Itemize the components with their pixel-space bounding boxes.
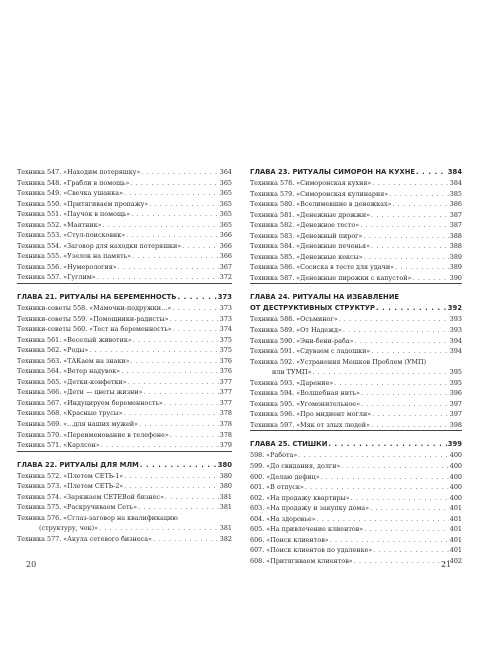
leader-dots (132, 251, 219, 262)
toc-entry-page: 365 (219, 178, 232, 187)
leader-dots (334, 378, 449, 389)
toc-entry-label: Техника 582. «Денежное тесто» (250, 221, 360, 230)
leader-dots (364, 524, 449, 535)
chapter-title: ГЛАВА 21. РИТУАЛЫ НА БЕРЕМЕННОСТЬ (17, 293, 177, 302)
toc-entry (17, 209, 232, 220)
toc-entry (17, 481, 232, 492)
leader-dots (351, 493, 449, 504)
leader-dots (364, 252, 449, 263)
leader-dots (170, 314, 219, 325)
toc-entry-label: Техника 574. «Заряжаем СЕТЕВой бизнес» (17, 492, 165, 501)
leader-dots (305, 482, 449, 493)
toc-entry-page: 400 (449, 493, 462, 502)
toc-entry-label: Техника 569. «…для наших мужей» (17, 420, 139, 429)
toc-entry-label: Техника 597. «Мяк от злых людей» (250, 420, 370, 429)
toc-entry-label: 607. «Поиск клиентов по удаленке» (250, 546, 373, 555)
toc-entry (17, 387, 232, 398)
toc-entry-label: Техника 593. «Дарение» (250, 378, 334, 387)
leader-dots (124, 481, 219, 492)
leader-dots (370, 503, 449, 514)
toc-entry-label: Техника 557. «Гуглим» (17, 273, 96, 282)
toc-entry-page: 401 (449, 514, 462, 523)
toc-entry-label: 606. «Поиск клиентов» (250, 535, 329, 544)
toc-entry (17, 241, 232, 252)
toc-entry-label: Техника 561. «Веселый животик» (17, 335, 132, 344)
toc-entry-page: 373 (219, 304, 232, 313)
toc-entry (250, 273, 462, 284)
toc-entry (250, 461, 462, 472)
toc-entry-page: 393 (449, 326, 462, 335)
toc-entry (250, 252, 462, 263)
page-number-right: 21 (441, 560, 452, 569)
toc-entry-page: 380 (219, 471, 232, 480)
toc-entry (17, 534, 232, 545)
leader-dots (128, 377, 219, 388)
leader-dots (97, 272, 219, 283)
page-number-left: 20 (26, 560, 37, 569)
chapter-title: ГЛАВА 22. РИТУАЛЫ ДЛЯ МЛМ (17, 460, 139, 469)
leader-dots (363, 231, 448, 242)
leader-dots (141, 167, 218, 178)
toc-entry (17, 492, 232, 503)
leader-dots (131, 356, 219, 367)
toc-entry-page: 377 (219, 377, 232, 386)
toc-entry-list (250, 178, 462, 283)
toc-entry-page: 393 (449, 315, 462, 324)
toc-entry-page: 400 (449, 462, 462, 471)
toc-entry (17, 471, 232, 482)
toc-entry-label: Техника 594. «Волшебная нить» (250, 389, 360, 398)
leader-dots (131, 209, 218, 220)
toc-entry (17, 178, 232, 189)
toc-entry-page: 364 (219, 168, 232, 176)
toc-entry (17, 419, 232, 430)
toc-entry-page: 376 (219, 356, 232, 365)
toc-entry-label: Техника 567. «Индуцируем беременность» (17, 398, 163, 407)
toc-entry-page: 365 (219, 199, 232, 208)
toc-entry-label: 601. «В отпуск» (250, 483, 304, 492)
toc-entry-label: Техника 549. «Свечка ушанка» (17, 189, 123, 198)
toc-entry-page: 373 (219, 314, 232, 323)
toc-entry-label: Техника 596. «Про мидиент могли» (250, 410, 372, 419)
toc-entry (17, 262, 232, 273)
toc-entry-page: 400 (449, 472, 462, 481)
leader-dots (138, 502, 219, 513)
toc-entry-label: Техника 581. «Денежные дрожжи» (250, 210, 371, 219)
leader-dots (144, 387, 219, 398)
toc-entry-page: 395 (449, 378, 462, 387)
toc-entry-page: 384 (449, 179, 462, 187)
leader-dots (124, 408, 219, 419)
leader-dots (133, 335, 219, 346)
toc-entry-page: 401 (449, 535, 462, 544)
toc-entry-page: 387 (449, 210, 462, 219)
leader-dots (313, 367, 449, 378)
toc-entry-label: Техника 550. «Притягиваем пропажу» (17, 199, 149, 208)
toc-entry-page: 401 (449, 504, 462, 513)
toc-entry-page: 401 (449, 546, 462, 555)
leader-dots (139, 419, 219, 430)
toc-entry-label: Техника 566. «Дети — цветы жизни» (17, 388, 143, 397)
leader-dots (328, 439, 446, 450)
toc-entry-label: Техника 578. «Симоронская кухня» (250, 179, 372, 187)
toc-entry-page: 382 (219, 534, 232, 543)
leader-dots (361, 399, 449, 410)
toc-entry (250, 189, 462, 200)
leader-dots (339, 314, 449, 325)
toc-entry-label: Техника 572. «Плетем СЕТЬ-1» (17, 471, 124, 480)
leader-dots (376, 303, 447, 314)
toc-entry-page: 381 (219, 524, 232, 533)
toc-entry (250, 482, 462, 493)
leader-dots (321, 472, 449, 483)
toc-entry-label: Техника 585. «Денежные кексы» (250, 252, 363, 261)
toc-entry-label: Техника 591. «Сдуваем с ладошки» (250, 347, 371, 356)
toc-entry-page: 386 (449, 200, 462, 209)
toc-entry-label: Техника 551. «Паучок в помощь» (17, 210, 131, 219)
toc-entry-label: Техника 583. «Денежный пирог» (250, 231, 363, 240)
toc-entry (17, 513, 232, 524)
toc-entry-label: Техники-советы 560. «Тест на беременность» (17, 325, 172, 334)
leader-dots (172, 303, 218, 314)
leader-dots (130, 178, 218, 189)
leader-dots (371, 241, 449, 252)
leader-dots (149, 199, 219, 210)
toc-entry-list (17, 471, 232, 545)
toc-entry (250, 503, 462, 514)
toc-entry (250, 472, 462, 483)
toc-entry-list (17, 167, 232, 283)
toc-entry-page: 381 (219, 503, 232, 512)
toc-entry (250, 314, 462, 325)
toc-entry-label: Техники-советы 558. «Мамочки-подружки…» (17, 304, 172, 313)
toc-entry-page: 397 (449, 399, 462, 408)
toc-entry-label: Техника 553. «Стул-поисковик» (17, 231, 126, 240)
toc-entry-label: Техника 580. «Вселимевшие в денежках» (250, 200, 392, 209)
leader-dots (126, 230, 219, 241)
toc-entry (17, 345, 232, 356)
toc-entry (17, 272, 232, 283)
toc-entry-label: Техника 564. «Ветер надувок» (17, 367, 121, 376)
toc-entry-label: Техника 571. «Карлсон» (17, 441, 100, 450)
toc-entry-label: Техника 547. «Находим потеряшку» (17, 168, 141, 176)
toc-entry (250, 357, 462, 368)
leader-dots (412, 273, 448, 284)
leader-dots (121, 366, 219, 377)
toc-entry-page: 375 (219, 346, 232, 355)
toc-entry (250, 231, 462, 242)
toc-entry (17, 430, 232, 441)
toc-entry-label: Техника 589. «От Надежд» (250, 326, 342, 335)
toc-entry-page: 394 (449, 347, 462, 356)
toc-entry (250, 420, 462, 431)
chapter-page: 399 (447, 440, 462, 449)
toc-entry-page: 389 (449, 252, 462, 261)
chapter-21-heading (17, 292, 232, 303)
leader-dots (371, 420, 449, 431)
toc-entry (250, 367, 462, 378)
toc-entry-page: 397 (449, 410, 462, 419)
toc-entry (250, 493, 462, 504)
leader-dots (371, 346, 448, 357)
leader-dots (343, 325, 449, 336)
toc-entry (17, 167, 232, 178)
toc-entry-label: Техника 586. «Сосиска в тесте для удачи» (250, 263, 394, 272)
toc-entry-page: 366 (219, 252, 232, 261)
toc-entry-page: 379 (219, 441, 232, 450)
toc-entry-page: 378 (219, 409, 232, 418)
chapter-23-heading (250, 167, 462, 178)
toc-entry (250, 409, 462, 420)
toc-entry (17, 335, 232, 346)
toc-entry-page: 385 (449, 189, 462, 198)
toc-entry-page: 380 (219, 482, 232, 491)
toc-entry-label: 608. «Притягиваем клиентов» (250, 556, 353, 565)
toc-entry (250, 556, 462, 567)
toc-entry-page: 374 (219, 325, 232, 334)
chapter-title: ГЛАВА 23. РИТУАЛЫ СИМОРОН НА КУХНЕ (250, 168, 416, 176)
chapter-page: 380 (217, 460, 232, 469)
leader-dots (164, 398, 219, 409)
leader-dots (355, 336, 449, 347)
leader-dots (118, 262, 219, 273)
toc-entry (250, 388, 462, 399)
toc-entry (17, 199, 232, 210)
toc-entry (250, 535, 462, 546)
toc-entry-page: 400 (449, 451, 462, 460)
toc-entry-page: 378 (219, 420, 232, 429)
toc-entry (250, 399, 462, 410)
chapter-page: 373 (217, 293, 232, 302)
toc-entry (17, 408, 232, 419)
toc-entry (250, 514, 462, 525)
leader-dots (416, 167, 447, 178)
leader-dots (140, 460, 217, 471)
left-page-toc (17, 167, 232, 545)
leader-dots (317, 514, 449, 525)
leader-dots (330, 535, 449, 546)
toc-entry-label: 603. «На продажу и закупку дома» (250, 504, 370, 513)
toc-entry-label: 605. «На привлечение клиентов» (250, 525, 364, 534)
toc-entry-list (250, 314, 462, 430)
toc-entry (17, 303, 232, 314)
toc-entry (250, 450, 462, 461)
toc-entry (250, 199, 462, 210)
toc-entry-list (17, 303, 232, 451)
chapter-22-heading (17, 460, 232, 471)
leader-dots (393, 199, 449, 210)
toc-entry-page: 366 (219, 231, 232, 240)
leader-dots (373, 545, 449, 556)
leader-dots (170, 430, 219, 441)
leader-dots (124, 471, 219, 482)
toc-entry (250, 378, 462, 389)
toc-entry-label: Техника 590. «Эни-бени-раба» (250, 336, 354, 345)
toc-entry-label: 598. «Работа» (250, 451, 298, 460)
toc-entry (17, 356, 232, 367)
leader-dots (395, 262, 449, 273)
leader-dots (177, 292, 216, 303)
toc-entry-label: Техника 573. «Плетем СЕТЬ-2» (17, 482, 124, 491)
toc-entry-label: Техника 577. «Акула сетевого бизнеса» (17, 534, 152, 543)
toc-entry-label: Техника 563. «ТАКаем на знаки» (17, 356, 130, 365)
toc-entry-page: 366 (219, 241, 232, 250)
toc-entry (250, 545, 462, 556)
toc-entry-page: 372 (219, 273, 232, 282)
toc-entry-page: 375 (219, 335, 232, 344)
toc-entry (17, 188, 232, 199)
toc-entry-list (250, 450, 462, 566)
toc-entry (17, 366, 232, 377)
chapter-page: 392 (447, 304, 462, 313)
toc-entry (17, 220, 232, 231)
chapter-title: ОТ ДЕСТРУКТИВНЫХ СТРУКТУР (250, 304, 375, 313)
leader-dots (124, 188, 219, 199)
leader-dots (372, 178, 448, 189)
toc-entry-label: 600. «Делаю дефиц» (250, 472, 320, 481)
toc-entry-label: Техника 588. «Осъминог» (250, 315, 338, 324)
toc-entry (250, 325, 462, 336)
right-page-toc (250, 167, 462, 567)
toc-entry-label: Техника 556. «Нумерология» (17, 262, 117, 271)
toc-entry-page: 377 (219, 398, 232, 407)
toc-entry-page: 394 (449, 336, 462, 345)
toc-entry (17, 314, 232, 325)
chapter-page: 384 (447, 168, 462, 176)
toc-entry (250, 262, 462, 273)
toc-entry-label: Техника 570. «Переименование в телефоне» (17, 430, 169, 439)
chapter-25-heading (250, 439, 462, 450)
toc-entry-page: 388 (449, 242, 462, 251)
leader-dots (360, 220, 449, 231)
toc-entry (17, 377, 232, 388)
toc-entry (250, 524, 462, 535)
toc-entry-page: 401 (449, 525, 462, 534)
toc-entry-label: Техника 562. «Роды» (17, 346, 89, 355)
leader-dots (165, 492, 219, 503)
toc-entry-label: Техника 554. «Заговор для находки потеряшки» (17, 241, 182, 250)
toc-entry-label: Техники-советы 559. «Помощники-радисты» (17, 314, 169, 323)
toc-entry-page: 390 (449, 273, 462, 282)
toc-entry-label: Техника 595. «Угомонительное» (250, 399, 360, 408)
leader-dots (103, 220, 219, 231)
toc-entry-label: Техника 565. «Детки-конфетки» (17, 377, 127, 386)
toc-entry (17, 502, 232, 513)
toc-entry-page: 365 (219, 210, 232, 219)
leader-dots (182, 241, 219, 252)
toc-entry (250, 346, 462, 357)
toc-entry-label: Техника 552. «Маятник» (17, 220, 102, 229)
leader-dots (372, 409, 449, 420)
toc-entry-label: Техника 587. «Денежные пирожки с капустой» (250, 273, 412, 282)
leader-dots (99, 523, 219, 534)
leader-dots (389, 189, 449, 200)
toc-entry-page: 398 (449, 420, 462, 429)
toc-entry (250, 178, 462, 189)
leader-dots (101, 440, 219, 451)
toc-entry-page: 377 (219, 388, 232, 397)
toc-entry (17, 523, 232, 534)
leader-dots (361, 388, 449, 399)
toc-entry-page: 389 (449, 263, 462, 272)
leader-dots (354, 556, 452, 569)
toc-entry-label: Техника 592. «Устранения Мешков Проблем (УМП) (250, 357, 427, 366)
chapter-title: ГЛАВА 25. СТИШКИ (250, 440, 328, 449)
toc-entry-label: 599. «До свидания, долги» (250, 462, 341, 471)
toc-entry-label: Техника 548. «Грабли в помощь» (17, 178, 130, 187)
leader-dots (89, 345, 219, 356)
chapter-24-heading-line1: ГЛАВА 24. РИТУАЛЫ НА ИЗБАВЛЕНИЕ (250, 293, 400, 302)
toc-entry-label: Техника 579. «Симоронская кулинария» (250, 189, 389, 198)
toc-entry-page: 365 (219, 189, 232, 198)
toc-entry (17, 324, 232, 335)
toc-entry-page: 400 (449, 483, 462, 492)
toc-entry-label: Техника 576. «Сглаз-заговор на квалификацию (17, 513, 178, 522)
toc-entry (17, 440, 232, 451)
toc-entry (17, 230, 232, 241)
toc-entry (250, 336, 462, 347)
leader-dots (371, 210, 449, 221)
toc-entry-label: или ТУМП» (272, 368, 312, 377)
toc-entry-page: 388 (449, 231, 462, 240)
toc-entry-label: Техника 575. «Раскручиваем Сеть» (17, 503, 137, 512)
leader-dots (341, 461, 448, 472)
toc-entry-label: (структуру, чек)» (39, 524, 99, 533)
leader-dots (298, 450, 449, 461)
toc-entry-page: 387 (449, 221, 462, 230)
chapter-24-heading (250, 303, 462, 314)
toc-entry-label: Техника 568. «Красные трусы» (17, 409, 123, 418)
leader-dots (153, 534, 219, 545)
toc-entry (17, 251, 232, 262)
toc-entry-label: 604. «На здоровье» (250, 514, 316, 523)
toc-entry-label: Техника 555. «Узелок на память» (17, 252, 132, 261)
toc-entry-page: 395 (449, 368, 462, 377)
toc-entry-page: 365 (219, 220, 232, 229)
toc-entry-page: 367 (219, 262, 232, 271)
toc-entry (250, 241, 462, 252)
leader-dots (173, 324, 219, 335)
toc-entry-page: 376 (219, 367, 232, 376)
toc-entry-page: 396 (449, 389, 462, 398)
toc-entry-page: 381 (219, 492, 232, 501)
toc-entry (250, 220, 462, 231)
toc-entry-page: 402 (449, 556, 462, 565)
toc-entry (250, 210, 462, 221)
toc-entry (17, 398, 232, 409)
toc-entry-label: 602. «На продажу квартиры» (250, 493, 350, 502)
toc-entry-page: 378 (219, 430, 232, 439)
toc-entry-label: Техника 584. «Денежные печенья» (250, 242, 370, 251)
